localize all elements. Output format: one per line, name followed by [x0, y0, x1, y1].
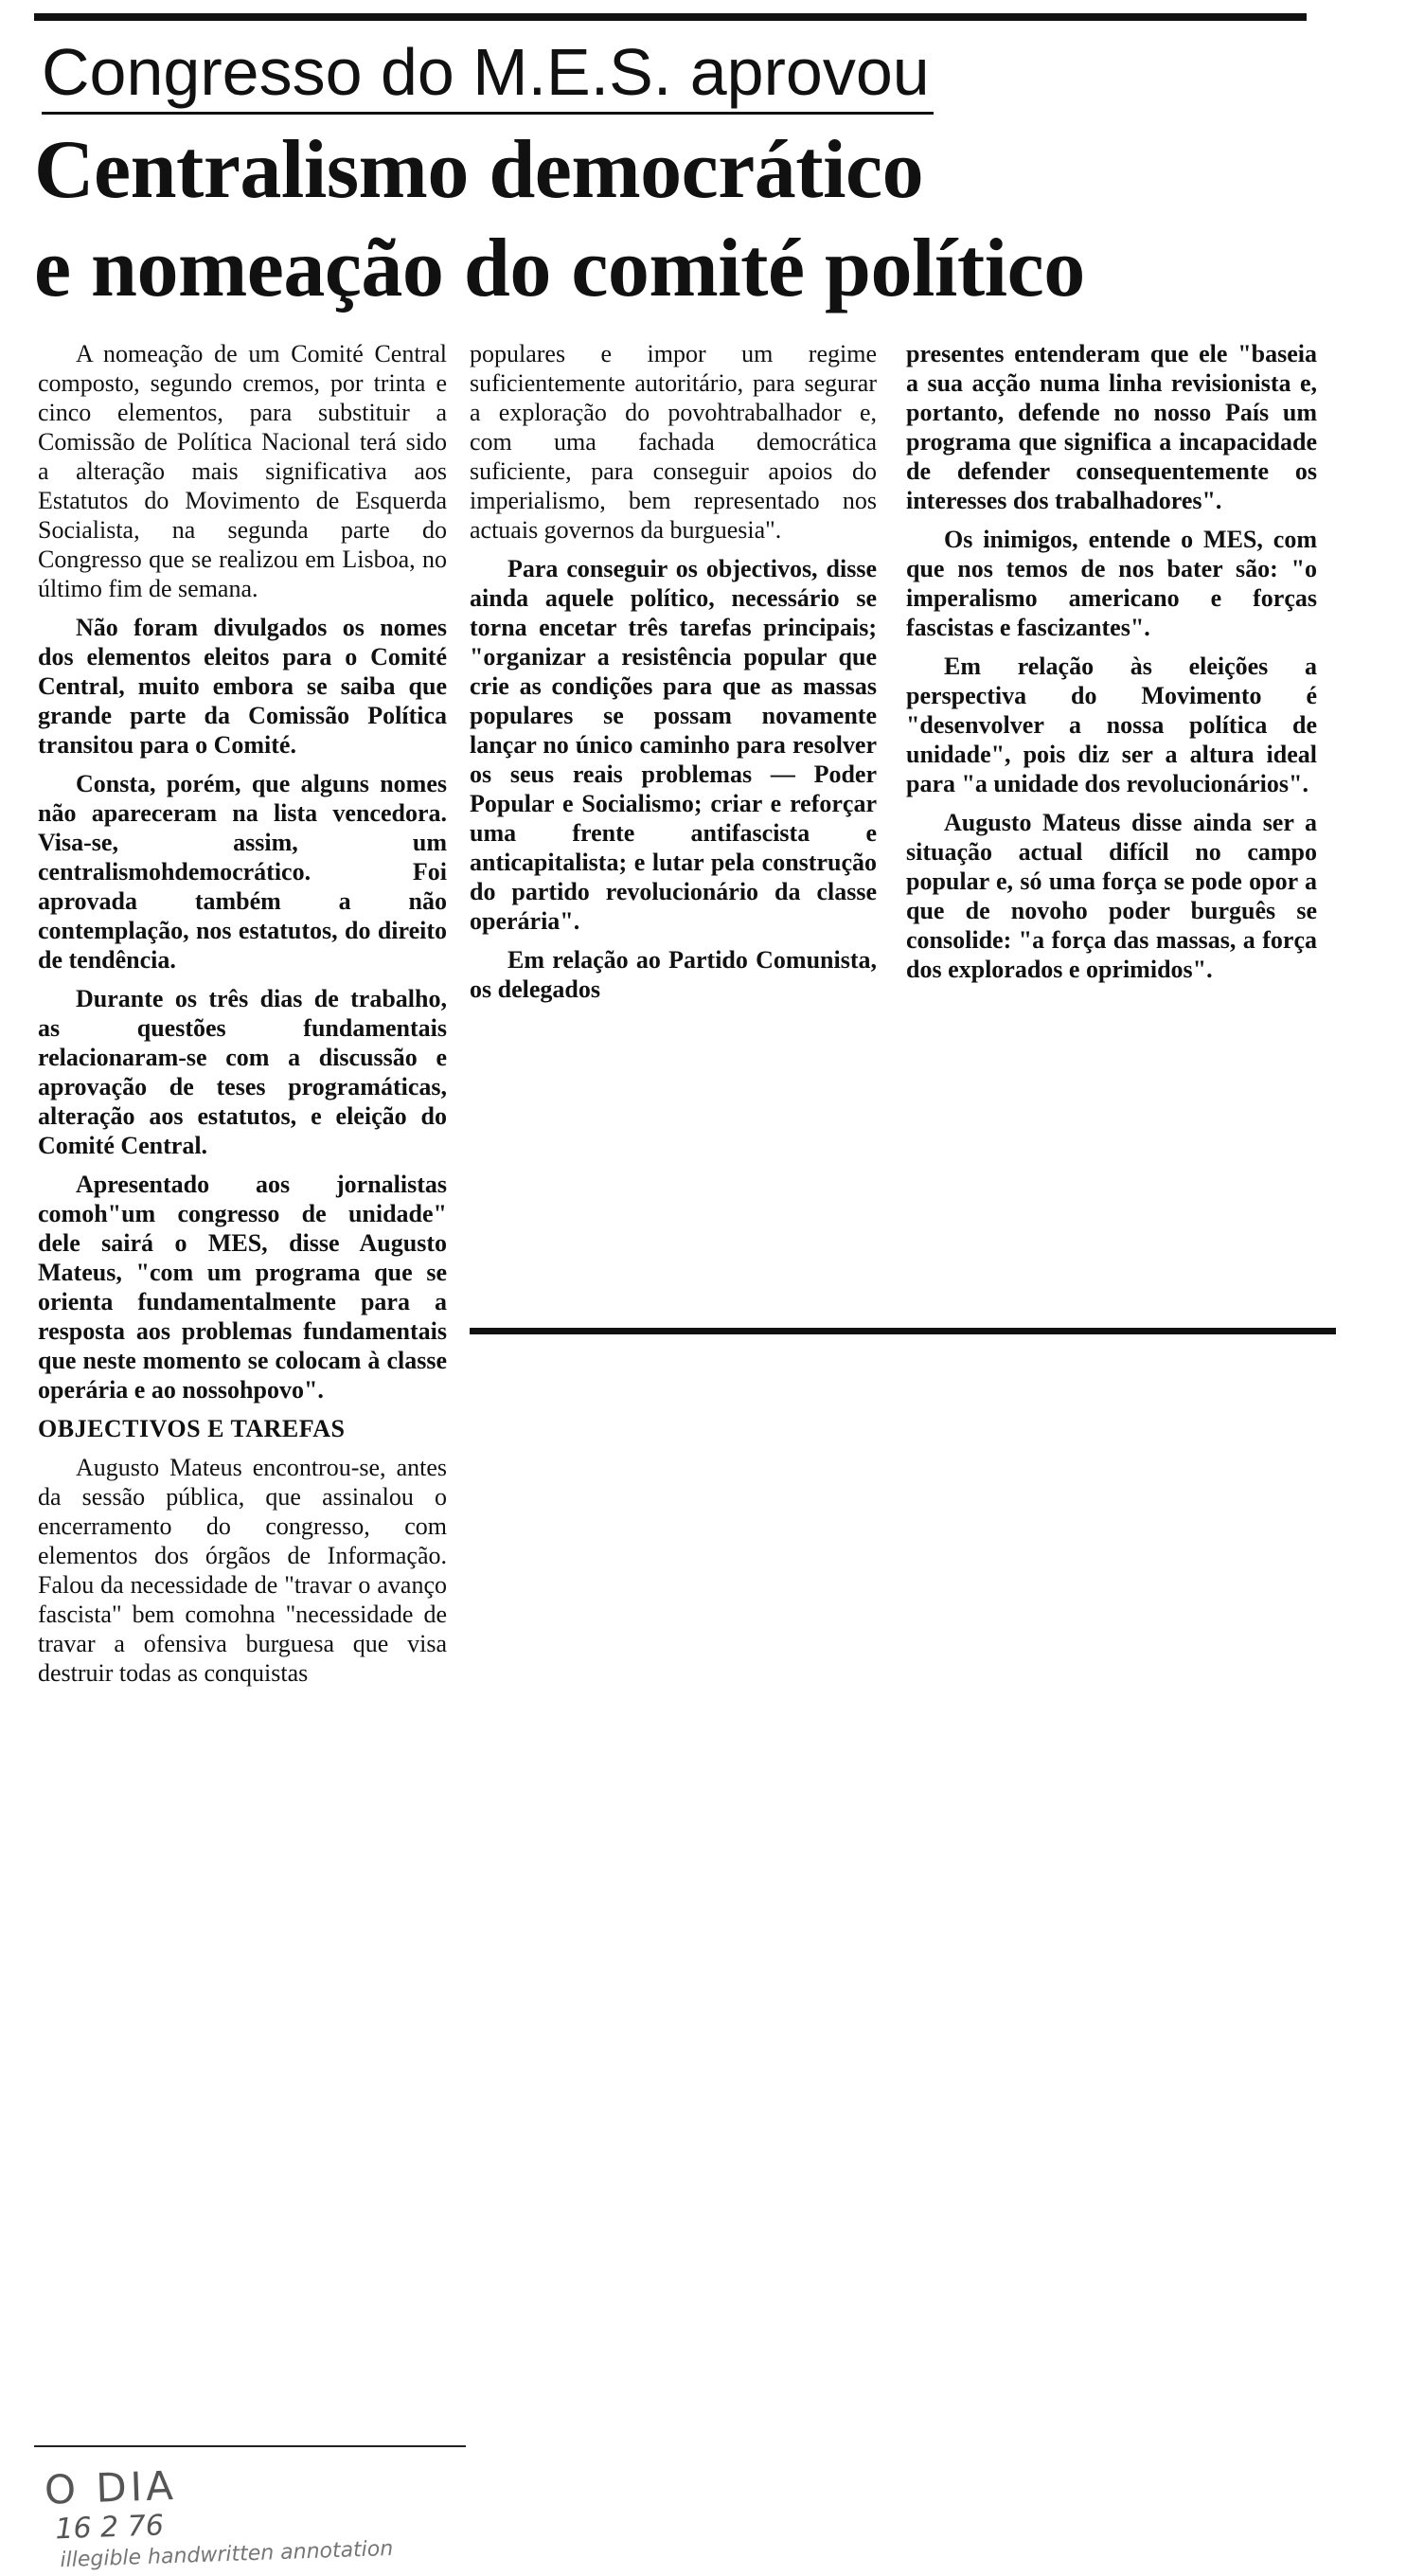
column-2: [470, 339, 877, 1004]
article-kicker: Congresso do M.E.S. aprovou: [42, 32, 934, 115]
paragraph: presentes entenderam que ele "baseia a sua acção numa linha revisionista e, portanto, defende no nosso País um programa que significa a incapacidade de defender consequentemente os interesses dos trabalhadores".: [906, 340, 1317, 514]
stamp-date: 16 2 76: [54, 2509, 165, 2547]
headline-line-2: e nomeação do comité político: [34, 223, 1085, 314]
bottom-rule: [34, 2445, 466, 2447]
archive-stamp: [44, 2453, 464, 2575]
column-end-rule: [470, 1328, 1336, 1334]
paragraph: Augusto Mateus disse ainda ser a situação actual difícil no campo popular e, só uma força se pode opor a que de novoho poder burguês se consolide: "a força das massas, a força dos explorados e oprimidos".: [906, 809, 1317, 983]
paragraph: Durante os três dias de trabalho, as questões fundamentais relacionaram-se com a discussão e aprovação de teses programáticas, alteração aos estatutos, e eleição do Comité Central.: [38, 985, 447, 1159]
paragraph: Augusto Mateus encontrou-se, antes da sessão pública, que assinalou o encerramento do congresso, com elementos dos órgãos de Informação. Falou da necessidade de "travar o avanço fascista" bem comohna "necessidade de travar a ofensiva burguesa que visa destruir todas as conquistas: [38, 1454, 447, 1687]
article-headline: [34, 121, 1379, 318]
paragraph: Apresentado aos jornalistas comoh"um congresso de unidade" dele sairá o MES, disse Augusto Mateus, "com um programa que se orienta fundamentalmente para a resposta aos problemas fundamentais que neste momento se colocam à classe operária e ao nossohpovo".: [38, 1171, 447, 1404]
stamp-note: illegible handwritten annotation: [60, 2536, 394, 2573]
paragraph: Em relação às eleições a perspectiva do Movimento é "desenvolver a nossa política de unidade", pois diz ser a altura ideal para "a unidade dos revolucionários".: [906, 653, 1317, 797]
top-rule: [34, 13, 1307, 21]
paragraph: Os inimigos, entende o MES, com que nos temos de nos bater são: "o imperalismo americano e forças fascistas e fascizantes".: [906, 526, 1317, 641]
paragraph: Consta, porém, que alguns nomes não apareceram na lista vencedora. Visa-se, assim, um centralismohdemocrático. Foi aprovada também a não contemplação, nos estatutos, do direito de tendência.: [38, 770, 447, 974]
column-1: [38, 339, 447, 1688]
headline-line-1: Centralismo democrático: [34, 124, 924, 216]
column-3: [906, 339, 1317, 984]
paragraph: Não foram divulgados os nomes dos elementos eleitos para o Comité Central, muito embora se saiba que grande parte da Comissão Política transitou para o Comité.: [38, 614, 447, 759]
paragraph: Em relação ao Partido Comunista, os delegados: [470, 946, 877, 1003]
paragraph: Para conseguir os objectivos, disse ainda aquele político, necessário se torna encetar três tarefas principais; "organizar a resistência popular que crie as condições para que as massas populares se possam novamente lançar no único caminho para resolver os seus reais problemas — Poder Popular e Socialismo; criar e reforçar uma frente antifascista e anticapitalista; e lutar pela construção do partido revolucionário da classe operária".: [470, 555, 877, 935]
paragraph: populares e impor um regime suficientemente autoritário, para segurar a exploração do povohtrabalhador e, com uma fachada democrática suficiente, para conseguir apoios do imperialismo, bem representado nos actuais governos da burguesia".: [470, 340, 877, 544]
paragraph: A nomeação de um Comité Central composto, segundo cremos, por trinta e cinco elementos, para substituir a Comissão de Política Nacional terá sido a alteração mais significativa aos Estatutos do Movimento de Esquerda Socialista, na segunda parte do Congresso que se realizou em Lisboa, no último fim de semana.: [38, 340, 447, 602]
stamp-source: O DIA: [44, 2461, 178, 2513]
section-subheading: OBJECTIVOS E TAREFAS: [38, 1415, 346, 1442]
